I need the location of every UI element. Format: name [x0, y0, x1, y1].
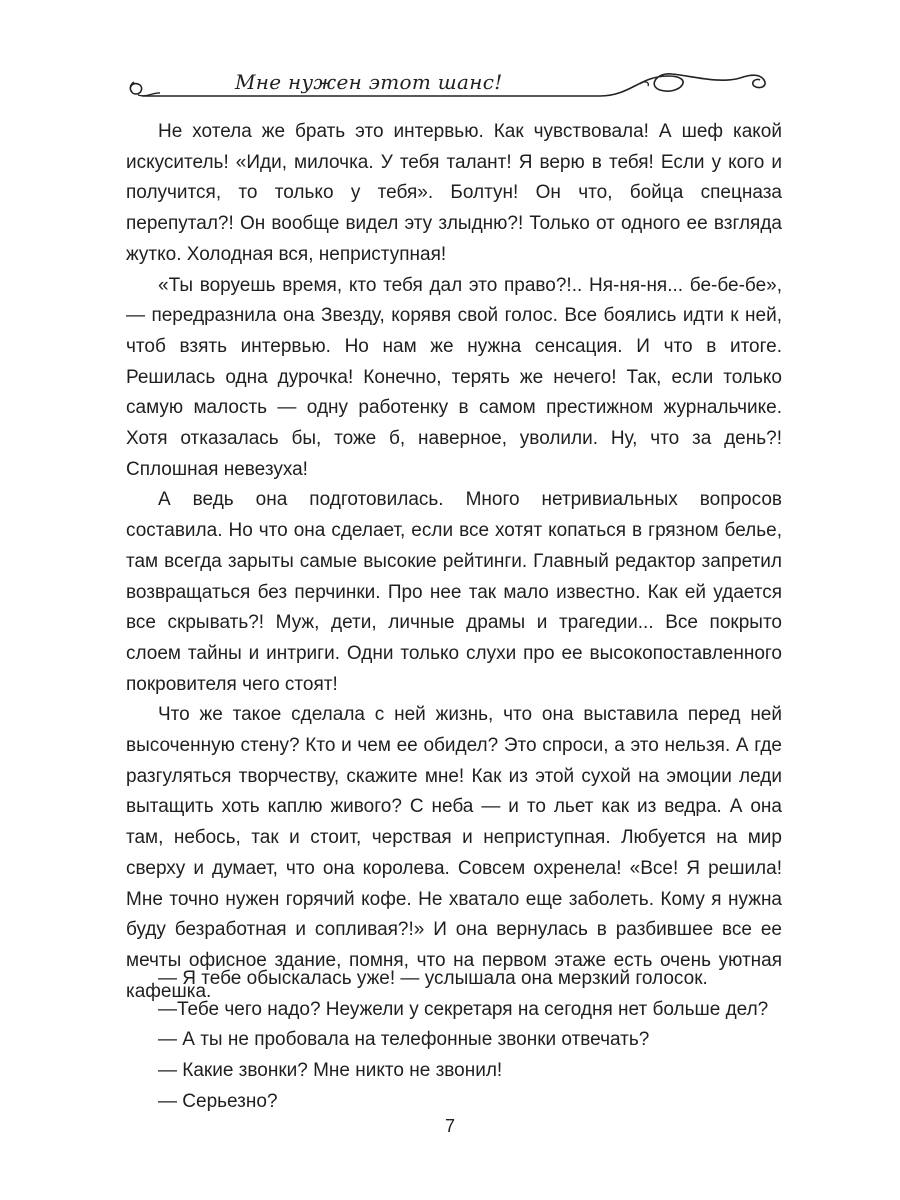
dialogue-line: — Серьезно?	[158, 1090, 278, 1112]
body-text	[126, 117, 782, 1007]
page-number: 7	[444, 1116, 455, 1136]
running-title: Мне нужен этот шанс!	[235, 70, 503, 94]
paragraph: Не хотела же брать это интервью. Как чувствовала! А шеф какой искуситель! «Иди, милочка. У тебя талант! Я верю в тебя! Если у кого и получится, то только у тебя». Болтун! Он что, бойца спецназа перепутал?! Он вообще видел эту злыдню?! Только от одного ее взгляда жутко. Холодная вся, неприступная!	[126, 121, 782, 265]
paragraph: «Ты воруешь время, кто тебя дал это право?!.. Ня-ня-ня... бе-бе-бе», — передразнила она Звезду, корявя свой голос. Все боялись идти к ней, чтоб взять интервью. Но нам же нужна сенсация. И что в итоге. Решилась одна дурочка! Конечно, терять же нечего! Так, если только самую малость — одну работенку в самом престижном журнальчике. Хотя отказалась бы, тоже б, наверное, уволили. Ну, что за день?! Сплошная невезуха!	[126, 274, 782, 480]
dialogue-line: — Какие звонки? Мне никто не звонил!	[158, 1060, 503, 1082]
running-header	[120, 62, 780, 106]
dialogue-line: — А ты не пробовала на телефонные звонки отвечать?	[158, 1029, 650, 1051]
dialogue-block	[126, 964, 782, 1118]
dialogue-line: —Тебе чего надо? Неужели у секретаря на сегодня нет больше дел?	[158, 998, 769, 1020]
dialogue-line: — Я тебе обыскалась уже! — услышала она мерзкий голосок.	[158, 968, 708, 989]
paragraph: А ведь она подготовилась. Много нетривиальных вопросов составила. Но что она сделает, если все хотят копаться в грязном белье, там всегда зарыты самые высокие рейтинги. Главный редактор запретил возвращаться без перчинки. Про нее так мало известно. Как ей удается все скрывать?! Муж, дети, личные драмы и трагедии... Все покрыто слоем тайны и интриги. Одни только слухи про ее высокопоставленного покровителя чего стоят!	[126, 489, 782, 695]
paragraph: Что же такое сделала с ней жизнь, что она выставила перед ней высоченную стену? Кто и чем ее обидел? Это спроси, а это нельзя. А где разгуляться творчеству, скажите мне! Как из этой сухой на эмоции леди вытащить хоть каплю живого? С неба — и то льет как из ведра. А она там, небось, так и стоит, черствая и неприступная. Любуется на мир сверху и думает, что она королева. Совсем охренела! «Все! Я решила! Мне точно нужен горячий кофе. Не хватало еще заболеть. Кому я нужна буду безработная и сопливая?!» И она вернулась в разбившее все ее мечты офисное здание, помня, что на первом этаже есть очень уютная кафешка.	[126, 704, 782, 1002]
